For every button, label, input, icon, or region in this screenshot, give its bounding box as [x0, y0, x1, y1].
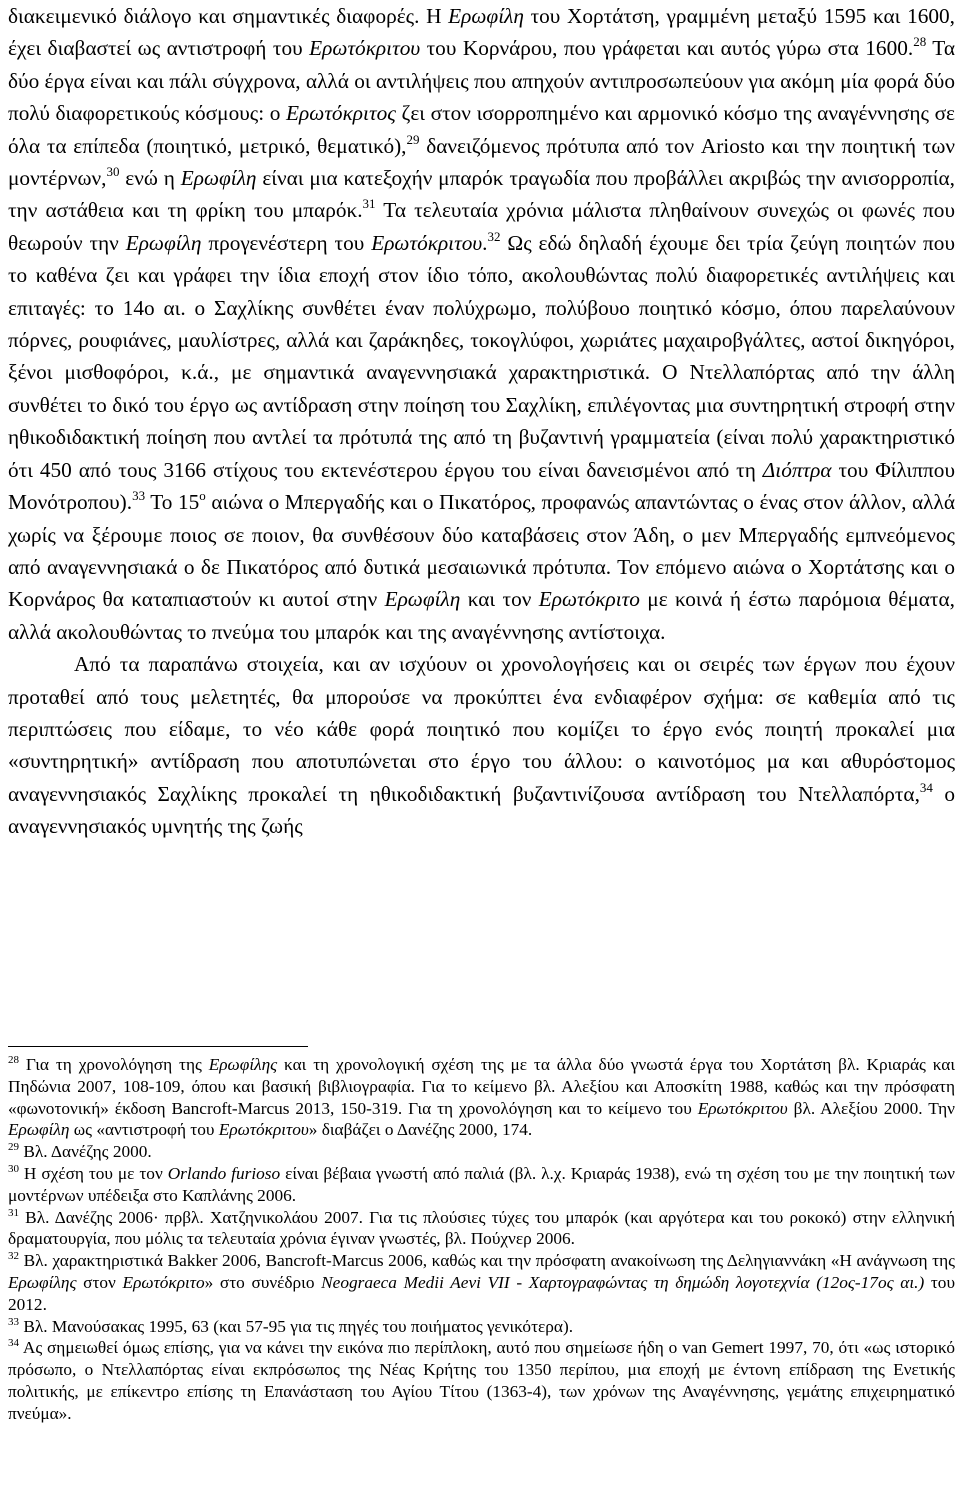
ordinal-superscript: ο [199, 488, 206, 504]
footnote-ref-34[interactable]: 34 [919, 779, 933, 795]
main-text [8, 0, 955, 843]
italic-title: Ερωφίλη [180, 166, 257, 191]
text-run: . [482, 230, 488, 255]
footnote-ref-31[interactable]: 31 [362, 196, 376, 212]
italic-title: Neograeca Medii Aevi VII - Χαρτογραφώντας τη δημώδη λογοτεχνία (12ος-17ος αι.) [321, 1272, 925, 1292]
text-run: Ας σημειωθεί όμως επίσης, για να κάνει την εικόνα πιο περίπλοκη, αυτό που σημείωσε ήδη ο van Gemert 1997, 70, ότι «ως ιστορικό πρόσωπο, ο Ντελλαπόρτας είναι εκπρόσωπος της Νέας Κρήτης του 1350 περίπου, μια εποχή με έντονη επίδραση της Ενετικής πολιτικής, με επίκεντρο επίσης τη Επανάσταση του Αγίου Τίτου (1363-4), των χρόνων της Αναγέννησης, γεμάτης επιχειρηματικό πνεύμα». [8, 1338, 955, 1423]
footnote-separator [8, 1046, 308, 1047]
footnote-number: 32 [8, 1250, 19, 1263]
footnote-number: 31 [8, 1206, 19, 1219]
footnote-number: 28 [8, 1054, 19, 1066]
text-run: και τη χρονολογική σχέση της με τα άλλα δύο γνωστά έργα του Χορτάτση βλ. Κριαράς και Πηδώνια 2007, 108-109, όπου και βασική βιβλιογραφία. Για το κείμενο βλ. Αλεξίου και Αποσκίτη 1988, καθώς και την πρόσφατη «φωνοτονική» έκδοση Bancroft-Marcus 2013, 150-319. Για τη χρονολόγηση και το κείμενο του [8, 1055, 955, 1118]
footnote-number: 33 [8, 1315, 19, 1328]
italic-title: Ερωφίλη [448, 4, 524, 28]
text-run: του 2012. [8, 1272, 955, 1314]
italic-title: Ερωτόκριτο [538, 587, 640, 612]
italic-title: Ερωφίλης [8, 1272, 77, 1292]
footnote-28 [8, 1054, 955, 1141]
italic-title: Ερωφίλης [208, 1055, 278, 1074]
footnote-32 [8, 1250, 955, 1315]
text-run: αιώνα ο Μπεργαδής και ο Πικατόρος, προφανώς απαντώντας ο ένας στον άλλον, αλλά χωρίς να ξέρουμε ποιος σε ποιον, θα συνθέσουν δύο καταβάσεις στον Άδη, ο μεν Μπεργαδής εμπνεόμενος από αναγεννησιακά ο δε Πικατόρος από δυτικά μεσαιωνικά πρότυπα. Τον επόμενο αιώνα ο Χορτάτσης και ο Κορνάρος θα καταπιαστούν κι αυτοί στην [8, 490, 955, 612]
footnote-ref-33[interactable]: 33 [132, 488, 146, 504]
italic-title: Ερωφίλη [8, 1120, 70, 1140]
footnote-ref-28[interactable]: 28 [913, 34, 927, 50]
footnote-ref-30[interactable]: 30 [106, 164, 120, 180]
footnote-33 [8, 1316, 955, 1338]
paragraph-2 [8, 648, 955, 842]
text-run: Ως εδώ δηλαδή έχουμε δει τρία ζεύγη ποιητών που το καθένα ζει και γράφει την ίδια εποχή στον ίδιο τόπο, ακολουθώντας πολύ διαφορετικές αντιλήψεις και επιταγές: το 14ο αι. ο Σαχλίκης συνθέτει έναν πολύχρωμο, πολύβουο ποιητικό κόσμο, όπου παρελαύνουν πόρνες, ρουφιάνες, μαυλίστρες, αλλά και ζαράκηδες, τοκογλύφοι, χωριάτες μαχαιροβγάλτες, αστοί δικηγόροι, ξένοι μισθοφόροι, κ.ά., με σημαντικά αναγεννησιακά χαρακτηριστικά. Ο Ντελλαπόρτας από την άλλη συνθέτει το δικό του έργο ως αντίδραση στην ποίηση του Σαχλίκη, επιλέγοντας μια συντηρητική στροφή στην ηθικοδιδακτική ποίηση που αντλεί τα πρότυπά της από τη βυζαντινή γραμματεία (είναι πολύ χαρακτηριστικό ότι 450 από τους 3166 στίχους του εκτενέστερου έργου του είναι δανεισμένοι από τη [8, 230, 956, 482]
text-run: Τα δύο έργα είναι και πάλι σύγχρονα, αλλά οι αντιλήψεις που απηχούν αντιπροσωπεύουν για ακόμη μία φορά δύο πολύ διαφορετικούς κόσμους: ο [8, 36, 955, 126]
footnote-number: 30 [8, 1162, 19, 1175]
text-run: Για τη χρονολόγηση της [19, 1055, 209, 1074]
footnote-29 [8, 1141, 955, 1163]
italic-title: Ερωτόκριτου [218, 1120, 309, 1140]
footnote-ref-29[interactable]: 29 [406, 131, 420, 147]
italic-title: Ερωτόκριτο [122, 1272, 205, 1292]
text-run: Βλ. Δανέζης 2000. [19, 1142, 152, 1162]
text-run: με κοινά ή έστω παρόμοια θέματα, αλλά ακολουθώντας το πνεύμα του μπαρόκ και της αναγέννησης αντίστοιχα. [8, 587, 955, 644]
text-run: του Χορτάτση, γραμμένη μεταξύ 1595 και 1600, έχει διαβαστεί ως αντιστροφή του [8, 4, 955, 61]
text-run: βλ. Αλεξίου 2000. Την [787, 1098, 955, 1118]
italic-title: Ερωτόκριτου [371, 230, 483, 255]
text-run: » διαβάζει ο Δανέζης 2000, 174. [308, 1120, 533, 1140]
paragraph-1 [8, 0, 955, 648]
footnotes [8, 1054, 955, 1425]
footnote-30 [8, 1163, 955, 1207]
italic-title: Orlando furioso [167, 1163, 281, 1183]
text-run: είναι μια κατεξοχήν μπαρόκ τραγωδία που προβάλλει ακριβώς την ανισορροπία, την αστάθεια και τη φρίκη του μπαρόκ. [8, 166, 955, 223]
text-run: ενώ η [119, 166, 181, 191]
footnote-ref-32[interactable]: 32 [487, 228, 501, 244]
text-run: δανειζόμενος πρότυπα από τον Ariosto και την ποιητική των μοντέρνων, [8, 133, 955, 191]
italic-title: Ερωτόκριτου [697, 1098, 788, 1118]
text-run: Βλ. Δανέζης 2006· πρβλ. Χατζηνικολάου 2007. Για τις πλούσιες τύχες του μπαρόκ (και αργότερα και του ροκοκό) στην ελληνική δραματουργία, που μόλις τα τελευταία χρόνια έγιναν γνωστές, βλ. Πούχνερ 2006. [8, 1207, 955, 1249]
text-run: είναι βέβαια γνωστή από παλιά (βλ. λ.χ. Κριαράς 1938), ενώ τη σχέση του με την ποιητική των μοντέρνων υπέδειξα στο Καπλάνης 2006. [8, 1163, 955, 1205]
text-run: ως «αντιστροφή του [69, 1120, 219, 1140]
text-run: διακειμενικό διάλογο και σημαντικές διαφορές. Η [8, 4, 449, 28]
italic-title: Ερωτόκριτος [286, 101, 396, 126]
text-run: προγενέστερη του [201, 230, 372, 255]
text-run: του Φίλιππου Μονότροπου). [8, 457, 955, 515]
italic-title: Ερωφίλη [125, 230, 202, 255]
text-run: Η σχέση του με τον [19, 1163, 168, 1183]
text-run: και τον [460, 587, 539, 612]
text-run: Από τα παραπάνω στοιχεία, και αν ισχύουν οι χρονολογήσεις και οι σειρές των έργων που έχουν προταθεί από τους μελετητές, θα μπορούσε να προκύπτει ένα ενδιαφέρον σχήμα: σε καθεμία από τις περιπτώσεις που είδαμε, το νέο κάθε φορά ποιητικό που κομίζει το έργο ενός ποιητή προκαλεί μια «συντηρητική» αντίδραση που αποτυπώνεται στο έργο του άλλου: ο καινοτόμος μα και αθυρόστομος αναγεννησιακός Σαχλίκης προκαλεί τη ηθικοδιδακτική βυζαντινίζουσα αντίδραση του Ντελλαπόρτα, [8, 652, 955, 806]
text-run: ζει στον ισορροπημένο και αρμονικό κόσμο της αναγέννησης σε όλα τα επίπεδα (ποιητικό, μετρικό, θεματικό), [8, 101, 955, 158]
text-run: » στο συνέδριο [204, 1272, 322, 1292]
italic-title: Διόπτρα [762, 457, 832, 482]
italic-title: Ερωφίλη [384, 587, 461, 612]
text-run: Τα τελευταία χρόνια μάλιστα πληθαίνουν συνεχώς οι φωνές που θεωρούν την [8, 198, 955, 255]
text-run: Βλ. χαρακτηριστικά Bakker 2006, Bancroft-Marcus 2006, καθώς και την πρόσφατη ανακοίνωση της Δεληγιαννάκη «Η ανάγνωση της [19, 1251, 955, 1271]
footnote-number: 34 [8, 1337, 19, 1350]
text-run: Βλ. Μανούσακας 1995, 63 (και 57-95 για τις πηγές του ποιήματος γενικότερα). [19, 1316, 574, 1336]
footnote-34 [8, 1337, 955, 1424]
italic-title: Ερωτόκριτου [309, 36, 421, 61]
text-run: ο αναγεννησιακός υμνητής της ζωής [8, 781, 955, 839]
text-run: του Κορνάρου, που γράφεται και αυτός γύρω στα 1600. [420, 36, 914, 61]
footnote-31 [8, 1207, 955, 1251]
text-run: Το 15 [145, 490, 200, 515]
text-run: στον [76, 1272, 123, 1292]
footnote-number: 29 [8, 1141, 19, 1154]
